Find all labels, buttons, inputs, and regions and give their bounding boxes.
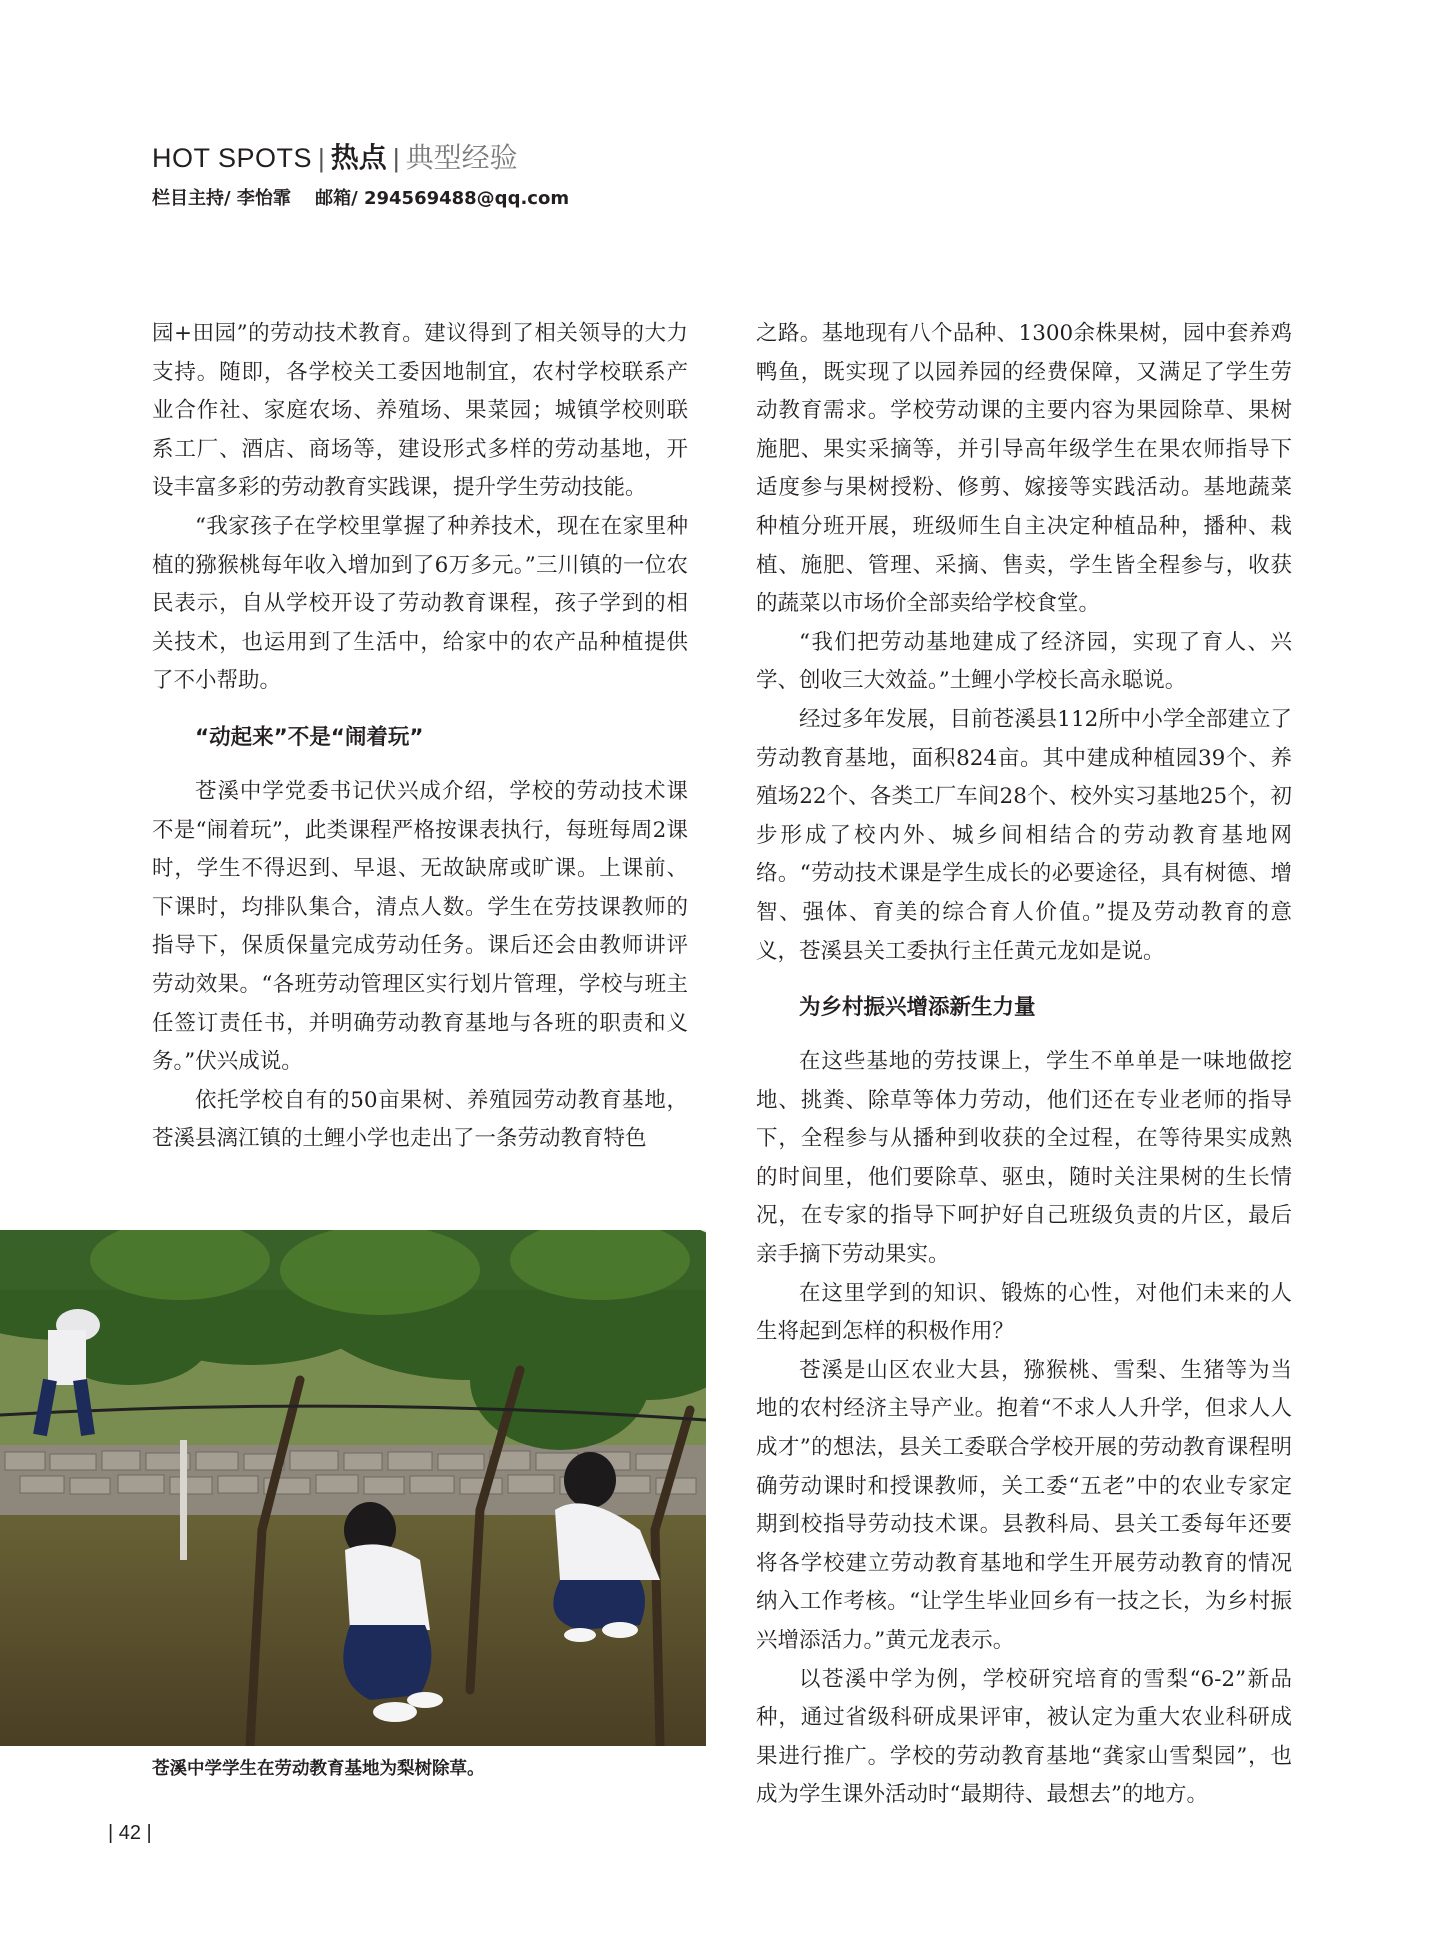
column-email: 邮箱/ 294569488@qq.com: [315, 188, 570, 209]
orchard-photo: [0, 1230, 706, 1746]
section-heading: 为乡村振兴增添新生力量: [799, 995, 1036, 1021]
paragraph: 经过多年发展，目前苍溪县112所中小学全部建立了劳动教育基地，面积824亩。其中建成种植园39个、养殖场22个、各类工厂车间28个、校外实习基地25个，初步形成了校内外、城乡间相结合的劳动教育基地网络。“劳动技术课是学生成长的必要途径，具有树德、增智、强体、育美的综合育人价值。”提及劳动教育的意义，苍溪县关工委执行主任黄元龙如是说。: [756, 706, 1292, 964]
paragraph: 苍溪中学党委书记伏兴成介绍，学校的劳动技术课不是“闹着玩”，此类课程严格按课表执行，每班每周2课时，学生不得迟到、早退、无故缺席或旷课。上课前、下课时，均排队集合，清点人数。学生在劳技课教师的指导下，保质保量完成劳动任务。课后还会由教师讲评劳动效果。“各班劳动管理区实行划片管理，学校与班主任签订责任书，并明确劳动教育基地与各班的职责和义务。”伏兴成说。: [152, 778, 688, 1075]
column-host: 栏目主持/ 李怡霏: [152, 188, 291, 209]
paragraph: “我们把劳动基地建成了经济园，实现了育人、兴学、创收三大效益。”土鲤小学校长高永聪说。: [756, 629, 1292, 694]
section-name-cn: 热点: [330, 141, 387, 174]
paragraph: 以苍溪中学为例，学校研究培育的雪梨“6-2”新品种，通过省级科研成果评审，被认定为重大农业科研成果进行推广。学校的劳动教育基地“龚家山雪梨园”，也成为学生课外活动时“最期待、最想去”的地方。: [756, 1666, 1292, 1808]
photo-caption: 苍溪中学学生在劳动教育基地为梨树除草。: [152, 1759, 485, 1779]
paragraph: 园+田园”的劳动技术教育。建议得到了相关领导的大力支持。随即，各学校关工委因地制宜，农村学校联系产业合作社、家庭农场、养殖场、果菜园；城镇学校则联系工厂、酒店、商场等，建设形式多样的劳动基地，开设丰富多彩的劳动教育实践课，提升学生劳动技能。: [152, 321, 688, 501]
paragraph: 之路。基地现有八个品种、1300余株果树，园中套养鸡鸭鱼，既实现了以园养园的经费保障，又满足了学生劳动教育需求。学校劳动课的主要内容为果园除草、果树施肥、果实采摘等，并引导高年级学生在果农师指导下适度参与果树授粉、修剪、嫁接等实践活动。基地蔬菜种植分班开展，班级师生自主决定种植品种，播种、栽植、施肥、管理、采摘、售卖，学生皆全程参与，收获的蔬菜以市场价全部卖给学校食堂。: [756, 321, 1292, 617]
left-column: [152, 315, 688, 1159]
paragraph: 苍溪是山区农业大县，猕猴桃、雪梨、生猪等为当地的农村经济主导产业。抱着“不求人人升学，但求人人成才”的想法，县关工委联合学校开展的劳动教育课程明确劳动课时和授课教师，关工委“五老”中的农业专家定期到校指导劳动技术课。县教科局、县关工委每年还要将各学校建立劳动教育基地和学生开展劳动教育的情况纳入工作考核。“让学生毕业回乡有一技之长，为乡村振兴增添活力。”黄元龙表示。: [756, 1357, 1292, 1653]
column-header: [152, 136, 569, 210]
header-credits: [152, 184, 569, 210]
section-heading: “动起来”不是“闹着玩”: [195, 724, 424, 750]
header-title-row: [152, 136, 569, 176]
right-column: [756, 315, 1292, 1815]
paragraph: 依托学校自有的50亩果树、养殖园劳动教育基地，苍溪县漓江镇的土鲤小学也走出了一条劳动教育特色: [152, 1087, 688, 1152]
paragraph: “我家孩子在学校里掌握了种养技术，现在在家里种植的猕猴桃每年收入增加到了6万多元。”三川镇的一位农民表示，自从学校开设了劳动教育课程，孩子学到的相关技术，也运用到了生活中，给家中的农产品种植提供了不小帮助。: [152, 513, 688, 694]
header-divider: |: [318, 143, 325, 173]
subsection-name: 典型经验: [405, 141, 518, 174]
page-number: | 42 |: [108, 1822, 152, 1844]
header-divider: |: [392, 143, 400, 173]
paragraph: 在这些基地的劳技课上，学生不单单是一味地做挖地、挑粪、除草等体力劳动，他们还在专业老师的指导下，全程参与从播种到收获的全过程，在等待果实成熟的时间里，他们要除草、驱虫，随时关注果树的生长情况，在专家的指导下呵护好自己班级负责的片区，最后亲手摘下劳动果实。: [756, 1049, 1292, 1268]
section-name-en: HOT SPOTS: [152, 143, 313, 173]
paragraph: 在这里学到的知识、锻炼的心性，对他们未来的人生将起到怎样的积极作用？: [756, 1280, 1292, 1345]
